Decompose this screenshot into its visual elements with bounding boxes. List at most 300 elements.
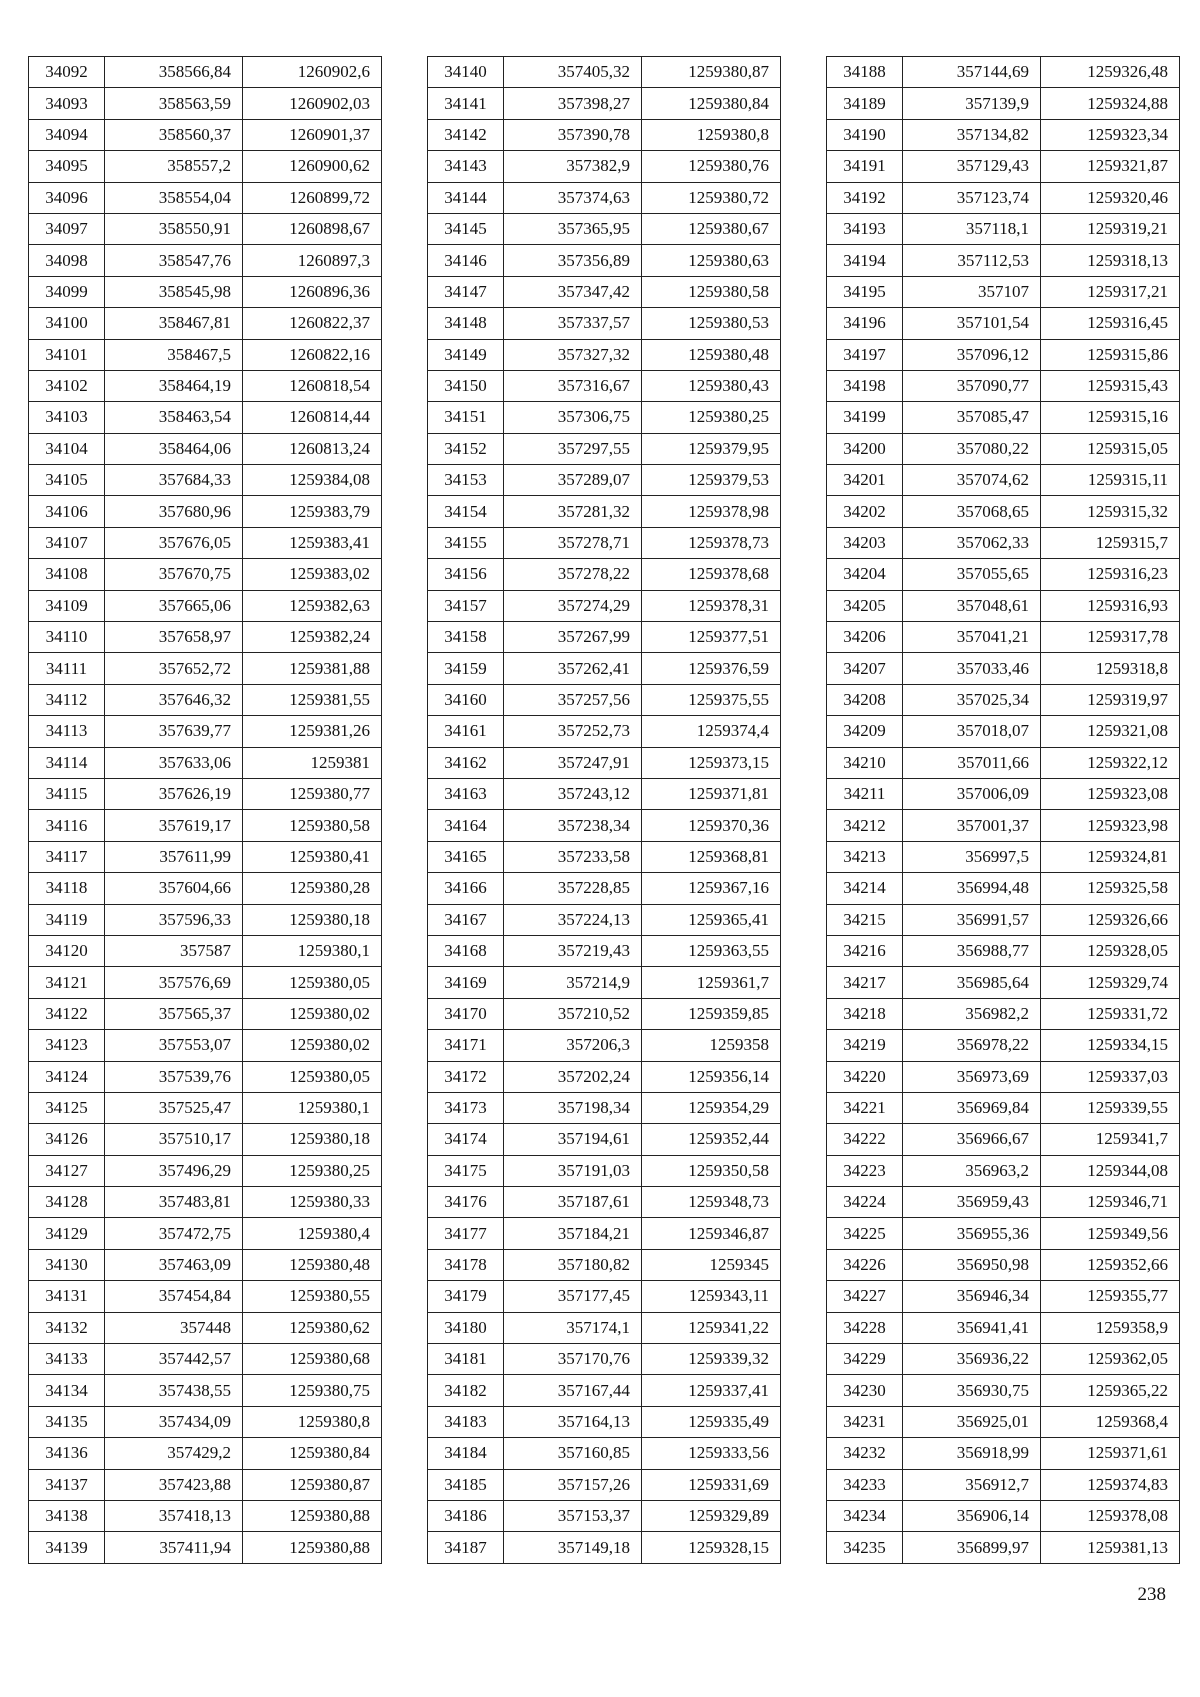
y-coordinate-cell: 1259365,41 bbox=[642, 904, 781, 935]
x-coordinate-cell: 357198,34 bbox=[504, 1092, 642, 1123]
point-id-cell: 34194 bbox=[827, 245, 903, 276]
x-coordinate-cell: 357184,21 bbox=[504, 1218, 642, 1249]
point-id-cell: 34153 bbox=[428, 465, 504, 496]
x-coordinate-cell: 358547,76 bbox=[105, 245, 243, 276]
x-coordinate-cell: 357442,57 bbox=[105, 1344, 243, 1375]
point-id-cell: 34122 bbox=[29, 998, 105, 1029]
point-id-cell: 34229 bbox=[827, 1344, 903, 1375]
point-id-cell: 34182 bbox=[428, 1375, 504, 1406]
x-coordinate-cell: 357011,66 bbox=[903, 747, 1041, 778]
x-coordinate-cell: 357448 bbox=[105, 1312, 243, 1343]
x-coordinate-cell: 357684,33 bbox=[105, 465, 243, 496]
x-coordinate-cell: 358463,54 bbox=[105, 402, 243, 433]
point-id-cell: 34103 bbox=[29, 402, 105, 433]
x-coordinate-cell: 357429,2 bbox=[105, 1438, 243, 1469]
x-coordinate-cell: 357356,89 bbox=[504, 245, 642, 276]
table-row bbox=[29, 1030, 382, 1061]
point-id-cell: 34147 bbox=[428, 276, 504, 307]
x-coordinate-cell: 357041,21 bbox=[903, 622, 1041, 653]
x-coordinate-cell: 357001,37 bbox=[903, 810, 1041, 841]
table-row bbox=[428, 904, 781, 935]
y-coordinate-cell: 1259318,13 bbox=[1041, 245, 1180, 276]
y-coordinate-cell: 1259345 bbox=[642, 1249, 781, 1280]
point-id-cell: 34095 bbox=[29, 151, 105, 182]
y-coordinate-cell: 1259329,74 bbox=[1041, 967, 1180, 998]
point-id-cell: 34114 bbox=[29, 747, 105, 778]
y-coordinate-cell: 1259381,13 bbox=[1041, 1532, 1180, 1563]
y-coordinate-cell: 1259380,55 bbox=[243, 1281, 382, 1312]
x-coordinate-cell: 357539,76 bbox=[105, 1061, 243, 1092]
point-id-cell: 34131 bbox=[29, 1281, 105, 1312]
y-coordinate-cell: 1259371,81 bbox=[642, 778, 781, 809]
point-id-cell: 34235 bbox=[827, 1532, 903, 1563]
table-row bbox=[29, 904, 382, 935]
y-coordinate-cell: 1260814,44 bbox=[243, 402, 382, 433]
table-row bbox=[29, 1281, 382, 1312]
x-coordinate-cell: 357238,34 bbox=[504, 810, 642, 841]
y-coordinate-cell: 1259339,55 bbox=[1041, 1092, 1180, 1123]
point-id-cell: 34181 bbox=[428, 1344, 504, 1375]
x-coordinate-cell: 357483,81 bbox=[105, 1187, 243, 1218]
point-id-cell: 34219 bbox=[827, 1030, 903, 1061]
table-row bbox=[428, 151, 781, 182]
point-id-cell: 34128 bbox=[29, 1187, 105, 1218]
point-id-cell: 34155 bbox=[428, 527, 504, 558]
x-coordinate-cell: 357006,09 bbox=[903, 778, 1041, 809]
x-coordinate-cell: 357048,61 bbox=[903, 590, 1041, 621]
x-coordinate-cell: 357347,42 bbox=[504, 276, 642, 307]
point-id-cell: 34130 bbox=[29, 1249, 105, 1280]
table-row bbox=[428, 1155, 781, 1186]
y-coordinate-cell: 1259333,56 bbox=[642, 1438, 781, 1469]
y-coordinate-cell: 1259380,43 bbox=[642, 370, 781, 401]
y-coordinate-cell: 1259383,41 bbox=[243, 527, 382, 558]
y-coordinate-cell: 1259380,88 bbox=[243, 1532, 382, 1563]
point-id-cell: 34140 bbox=[428, 57, 504, 88]
x-coordinate-cell: 356963,2 bbox=[903, 1155, 1041, 1186]
point-id-cell: 34191 bbox=[827, 151, 903, 182]
x-coordinate-cell: 357134,82 bbox=[903, 119, 1041, 150]
point-id-cell: 34175 bbox=[428, 1155, 504, 1186]
table-row bbox=[428, 747, 781, 778]
point-id-cell: 34230 bbox=[827, 1375, 903, 1406]
y-coordinate-cell: 1259315,7 bbox=[1041, 527, 1180, 558]
table-row bbox=[428, 119, 781, 150]
point-id-cell: 34186 bbox=[428, 1500, 504, 1531]
point-id-cell: 34220 bbox=[827, 1061, 903, 1092]
y-coordinate-cell: 1259380,48 bbox=[642, 339, 781, 370]
table-row bbox=[428, 57, 781, 88]
y-coordinate-cell: 1259380,72 bbox=[642, 182, 781, 213]
point-id-cell: 34187 bbox=[428, 1532, 504, 1563]
y-coordinate-cell: 1259380,63 bbox=[642, 245, 781, 276]
y-coordinate-cell: 1259315,16 bbox=[1041, 402, 1180, 433]
y-coordinate-cell: 1259375,55 bbox=[642, 684, 781, 715]
x-coordinate-cell: 358464,19 bbox=[105, 370, 243, 401]
x-coordinate-cell: 358467,5 bbox=[105, 339, 243, 370]
x-coordinate-cell: 357278,71 bbox=[504, 527, 642, 558]
y-coordinate-cell: 1259315,11 bbox=[1041, 465, 1180, 496]
y-coordinate-cell: 1260902,03 bbox=[243, 88, 382, 119]
point-id-cell: 34179 bbox=[428, 1281, 504, 1312]
x-coordinate-cell: 357626,19 bbox=[105, 778, 243, 809]
y-coordinate-cell: 1259316,93 bbox=[1041, 590, 1180, 621]
point-id-cell: 34188 bbox=[827, 57, 903, 88]
table-row bbox=[827, 119, 1180, 150]
y-coordinate-cell: 1259380,33 bbox=[243, 1187, 382, 1218]
point-id-cell: 34141 bbox=[428, 88, 504, 119]
y-coordinate-cell: 1259382,63 bbox=[243, 590, 382, 621]
x-coordinate-cell: 357565,37 bbox=[105, 998, 243, 1029]
table-row bbox=[827, 308, 1180, 339]
x-coordinate-cell: 358464,06 bbox=[105, 433, 243, 464]
point-id-cell: 34162 bbox=[428, 747, 504, 778]
point-id-cell: 34109 bbox=[29, 590, 105, 621]
point-id-cell: 34178 bbox=[428, 1249, 504, 1280]
table-row bbox=[827, 810, 1180, 841]
x-coordinate-cell: 356997,5 bbox=[903, 841, 1041, 872]
x-coordinate-cell: 356930,75 bbox=[903, 1375, 1041, 1406]
point-id-cell: 34171 bbox=[428, 1030, 504, 1061]
x-coordinate-cell: 357219,43 bbox=[504, 935, 642, 966]
y-coordinate-cell: 1260896,36 bbox=[243, 276, 382, 307]
x-coordinate-cell: 357278,22 bbox=[504, 559, 642, 590]
point-id-cell: 34129 bbox=[29, 1218, 105, 1249]
point-id-cell: 34126 bbox=[29, 1124, 105, 1155]
y-coordinate-cell: 1259350,58 bbox=[642, 1155, 781, 1186]
x-coordinate-cell: 357274,29 bbox=[504, 590, 642, 621]
x-coordinate-cell: 357214,9 bbox=[504, 967, 642, 998]
table-row bbox=[827, 1281, 1180, 1312]
table-row bbox=[29, 276, 382, 307]
y-coordinate-cell: 1259381,55 bbox=[243, 684, 382, 715]
x-coordinate-cell: 358550,91 bbox=[105, 213, 243, 244]
y-coordinate-cell: 1259380,1 bbox=[243, 1092, 382, 1123]
x-coordinate-cell: 357074,62 bbox=[903, 465, 1041, 496]
table-row bbox=[827, 1249, 1180, 1280]
y-coordinate-cell: 1259380,28 bbox=[243, 873, 382, 904]
table-row bbox=[29, 747, 382, 778]
point-id-cell: 34151 bbox=[428, 402, 504, 433]
coordinate-table-3 bbox=[826, 56, 1180, 1564]
point-id-cell: 34172 bbox=[428, 1061, 504, 1092]
y-coordinate-cell: 1259378,08 bbox=[1041, 1500, 1180, 1531]
table-row bbox=[29, 716, 382, 747]
y-coordinate-cell: 1259374,83 bbox=[1041, 1469, 1180, 1500]
x-coordinate-cell: 356950,98 bbox=[903, 1249, 1041, 1280]
x-coordinate-cell: 357224,13 bbox=[504, 904, 642, 935]
y-coordinate-cell: 1259380,25 bbox=[243, 1155, 382, 1186]
point-id-cell: 34202 bbox=[827, 496, 903, 527]
table-row bbox=[29, 778, 382, 809]
point-id-cell: 34198 bbox=[827, 370, 903, 401]
point-id-cell: 34177 bbox=[428, 1218, 504, 1249]
y-coordinate-cell: 1259370,36 bbox=[642, 810, 781, 841]
table-row bbox=[827, 1187, 1180, 1218]
table-row bbox=[29, 1092, 382, 1123]
point-id-cell: 34170 bbox=[428, 998, 504, 1029]
point-id-cell: 34143 bbox=[428, 151, 504, 182]
table-row bbox=[428, 339, 781, 370]
y-coordinate-cell: 1259380,18 bbox=[243, 1124, 382, 1155]
x-coordinate-cell: 356991,57 bbox=[903, 904, 1041, 935]
table-row bbox=[428, 935, 781, 966]
table-row bbox=[29, 1155, 382, 1186]
table-row bbox=[29, 967, 382, 998]
x-coordinate-cell: 356994,48 bbox=[903, 873, 1041, 904]
point-id-cell: 34139 bbox=[29, 1532, 105, 1563]
table-row bbox=[29, 1532, 382, 1563]
y-coordinate-cell: 1260898,67 bbox=[243, 213, 382, 244]
table-row bbox=[428, 1532, 781, 1563]
y-coordinate-cell: 1259380,58 bbox=[642, 276, 781, 307]
table-row bbox=[29, 57, 382, 88]
point-id-cell: 34165 bbox=[428, 841, 504, 872]
point-id-cell: 34169 bbox=[428, 967, 504, 998]
table-row bbox=[428, 622, 781, 653]
x-coordinate-cell: 357619,17 bbox=[105, 810, 243, 841]
table-row bbox=[29, 496, 382, 527]
x-coordinate-cell: 357665,06 bbox=[105, 590, 243, 621]
table-row bbox=[428, 1344, 781, 1375]
table-row bbox=[29, 1375, 382, 1406]
x-coordinate-cell: 356899,97 bbox=[903, 1532, 1041, 1563]
x-coordinate-cell: 357160,85 bbox=[504, 1438, 642, 1469]
y-coordinate-cell: 1259378,31 bbox=[642, 590, 781, 621]
table-row bbox=[827, 967, 1180, 998]
x-coordinate-cell: 357228,85 bbox=[504, 873, 642, 904]
table-row bbox=[827, 1092, 1180, 1123]
table-row bbox=[428, 1312, 781, 1343]
x-coordinate-cell: 357174,1 bbox=[504, 1312, 642, 1343]
table-row bbox=[827, 370, 1180, 401]
point-id-cell: 34115 bbox=[29, 778, 105, 809]
x-coordinate-cell: 357085,47 bbox=[903, 402, 1041, 433]
point-id-cell: 34156 bbox=[428, 559, 504, 590]
x-coordinate-cell: 358545,98 bbox=[105, 276, 243, 307]
table-row bbox=[827, 622, 1180, 653]
point-id-cell: 34107 bbox=[29, 527, 105, 558]
point-id-cell: 34146 bbox=[428, 245, 504, 276]
table-row bbox=[29, 433, 382, 464]
table-row bbox=[827, 1438, 1180, 1469]
table-row bbox=[428, 1187, 781, 1218]
x-coordinate-cell: 357390,78 bbox=[504, 119, 642, 150]
x-coordinate-cell: 356973,69 bbox=[903, 1061, 1041, 1092]
x-coordinate-cell: 357281,32 bbox=[504, 496, 642, 527]
x-coordinate-cell: 357164,13 bbox=[504, 1406, 642, 1437]
table-row bbox=[827, 935, 1180, 966]
table-row bbox=[827, 151, 1180, 182]
table-row bbox=[428, 1030, 781, 1061]
x-coordinate-cell: 356941,41 bbox=[903, 1312, 1041, 1343]
point-id-cell: 34218 bbox=[827, 998, 903, 1029]
y-coordinate-cell: 1259380,67 bbox=[642, 213, 781, 244]
point-id-cell: 34093 bbox=[29, 88, 105, 119]
x-coordinate-cell: 357191,03 bbox=[504, 1155, 642, 1186]
y-coordinate-cell: 1259380,77 bbox=[243, 778, 382, 809]
x-coordinate-cell: 357398,27 bbox=[504, 88, 642, 119]
y-coordinate-cell: 1259334,15 bbox=[1041, 1030, 1180, 1061]
point-id-cell: 34213 bbox=[827, 841, 903, 872]
point-id-cell: 34096 bbox=[29, 182, 105, 213]
x-coordinate-cell: 357055,65 bbox=[903, 559, 1041, 590]
point-id-cell: 34163 bbox=[428, 778, 504, 809]
y-coordinate-cell: 1260897,3 bbox=[243, 245, 382, 276]
table-row bbox=[428, 1218, 781, 1249]
x-coordinate-cell: 357101,54 bbox=[903, 308, 1041, 339]
point-id-cell: 34227 bbox=[827, 1281, 903, 1312]
x-coordinate-cell: 356978,22 bbox=[903, 1030, 1041, 1061]
x-coordinate-cell: 358557,2 bbox=[105, 151, 243, 182]
y-coordinate-cell: 1259328,05 bbox=[1041, 935, 1180, 966]
table-row bbox=[29, 1438, 382, 1469]
y-coordinate-cell: 1259324,88 bbox=[1041, 88, 1180, 119]
point-id-cell: 34136 bbox=[29, 1438, 105, 1469]
table-row bbox=[29, 339, 382, 370]
table-row bbox=[428, 590, 781, 621]
table-row bbox=[29, 213, 382, 244]
point-id-cell: 34224 bbox=[827, 1187, 903, 1218]
table-row bbox=[29, 245, 382, 276]
x-coordinate-cell: 357202,24 bbox=[504, 1061, 642, 1092]
point-id-cell: 34216 bbox=[827, 935, 903, 966]
y-coordinate-cell: 1259324,81 bbox=[1041, 841, 1180, 872]
point-id-cell: 34124 bbox=[29, 1061, 105, 1092]
table-row bbox=[827, 1500, 1180, 1531]
y-coordinate-cell: 1259380,88 bbox=[243, 1500, 382, 1531]
x-coordinate-cell: 357411,94 bbox=[105, 1532, 243, 1563]
x-coordinate-cell: 356955,36 bbox=[903, 1218, 1041, 1249]
point-id-cell: 34195 bbox=[827, 276, 903, 307]
x-coordinate-cell: 357267,99 bbox=[504, 622, 642, 653]
y-coordinate-cell: 1259380,18 bbox=[243, 904, 382, 935]
table-row bbox=[29, 810, 382, 841]
table-row bbox=[827, 1532, 1180, 1563]
x-coordinate-cell: 357327,32 bbox=[504, 339, 642, 370]
point-id-cell: 34112 bbox=[29, 684, 105, 715]
point-id-cell: 34098 bbox=[29, 245, 105, 276]
point-id-cell: 34135 bbox=[29, 1406, 105, 1437]
table-row bbox=[827, 276, 1180, 307]
x-coordinate-cell: 357434,09 bbox=[105, 1406, 243, 1437]
y-coordinate-cell: 1259349,56 bbox=[1041, 1218, 1180, 1249]
table-row bbox=[428, 276, 781, 307]
x-coordinate-cell: 357633,06 bbox=[105, 747, 243, 778]
table-row bbox=[29, 119, 382, 150]
table-row bbox=[428, 1469, 781, 1500]
y-coordinate-cell: 1259326,48 bbox=[1041, 57, 1180, 88]
y-coordinate-cell: 1259377,51 bbox=[642, 622, 781, 653]
x-coordinate-cell: 357210,52 bbox=[504, 998, 642, 1029]
point-id-cell: 34193 bbox=[827, 213, 903, 244]
y-coordinate-cell: 1259380,05 bbox=[243, 967, 382, 998]
point-id-cell: 34123 bbox=[29, 1030, 105, 1061]
y-coordinate-cell: 1259335,49 bbox=[642, 1406, 781, 1437]
point-id-cell: 34160 bbox=[428, 684, 504, 715]
y-coordinate-cell: 1259371,61 bbox=[1041, 1438, 1180, 1469]
table-row bbox=[29, 370, 382, 401]
x-coordinate-cell: 356959,43 bbox=[903, 1187, 1041, 1218]
point-id-cell: 34132 bbox=[29, 1312, 105, 1343]
y-coordinate-cell: 1260818,54 bbox=[243, 370, 382, 401]
x-coordinate-cell: 357112,53 bbox=[903, 245, 1041, 276]
y-coordinate-cell: 1260901,37 bbox=[243, 119, 382, 150]
y-coordinate-cell: 1259376,59 bbox=[642, 653, 781, 684]
point-id-cell: 34164 bbox=[428, 810, 504, 841]
y-coordinate-cell: 1259380,58 bbox=[243, 810, 382, 841]
point-id-cell: 34210 bbox=[827, 747, 903, 778]
y-coordinate-cell: 1259378,73 bbox=[642, 527, 781, 558]
y-coordinate-cell: 1259337,03 bbox=[1041, 1061, 1180, 1092]
y-coordinate-cell: 1259363,55 bbox=[642, 935, 781, 966]
table-row bbox=[428, 559, 781, 590]
y-coordinate-cell: 1259383,02 bbox=[243, 559, 382, 590]
x-coordinate-cell: 357177,45 bbox=[504, 1281, 642, 1312]
table-row bbox=[29, 998, 382, 1029]
x-coordinate-cell: 357646,32 bbox=[105, 684, 243, 715]
y-coordinate-cell: 1259367,16 bbox=[642, 873, 781, 904]
y-coordinate-cell: 1259321,08 bbox=[1041, 716, 1180, 747]
x-coordinate-cell: 357418,13 bbox=[105, 1500, 243, 1531]
x-coordinate-cell: 357587 bbox=[105, 935, 243, 966]
table-row bbox=[428, 1375, 781, 1406]
y-coordinate-cell: 1259316,45 bbox=[1041, 308, 1180, 339]
point-id-cell: 34101 bbox=[29, 339, 105, 370]
x-coordinate-cell: 358566,84 bbox=[105, 57, 243, 88]
y-coordinate-cell: 1259341,7 bbox=[1041, 1124, 1180, 1155]
point-id-cell: 34111 bbox=[29, 653, 105, 684]
point-id-cell: 34167 bbox=[428, 904, 504, 935]
x-coordinate-cell: 357472,75 bbox=[105, 1218, 243, 1249]
table-row bbox=[827, 653, 1180, 684]
x-coordinate-cell: 356936,22 bbox=[903, 1344, 1041, 1375]
x-coordinate-cell: 356985,64 bbox=[903, 967, 1041, 998]
table-row bbox=[29, 1469, 382, 1500]
x-coordinate-cell: 357129,43 bbox=[903, 151, 1041, 182]
x-coordinate-cell: 357180,82 bbox=[504, 1249, 642, 1280]
y-coordinate-cell: 1259325,58 bbox=[1041, 873, 1180, 904]
table-row bbox=[827, 182, 1180, 213]
y-coordinate-cell: 1259381,88 bbox=[243, 653, 382, 684]
table-row bbox=[428, 716, 781, 747]
table-row bbox=[428, 182, 781, 213]
y-coordinate-cell: 1259380,87 bbox=[243, 1469, 382, 1500]
table-row bbox=[428, 1406, 781, 1437]
point-id-cell: 34204 bbox=[827, 559, 903, 590]
point-id-cell: 34142 bbox=[428, 119, 504, 150]
y-coordinate-cell: 1259380,53 bbox=[642, 308, 781, 339]
table-row bbox=[827, 559, 1180, 590]
point-id-cell: 34221 bbox=[827, 1092, 903, 1123]
x-coordinate-cell: 357611,99 bbox=[105, 841, 243, 872]
x-coordinate-cell: 357144,69 bbox=[903, 57, 1041, 88]
y-coordinate-cell: 1260822,16 bbox=[243, 339, 382, 370]
x-coordinate-cell: 356966,67 bbox=[903, 1124, 1041, 1155]
point-id-cell: 34106 bbox=[29, 496, 105, 527]
x-coordinate-cell: 356918,99 bbox=[903, 1438, 1041, 1469]
point-id-cell: 34180 bbox=[428, 1312, 504, 1343]
table-row bbox=[827, 778, 1180, 809]
point-id-cell: 34138 bbox=[29, 1500, 105, 1531]
point-id-cell: 34196 bbox=[827, 308, 903, 339]
point-id-cell: 34157 bbox=[428, 590, 504, 621]
x-coordinate-cell: 357423,88 bbox=[105, 1469, 243, 1500]
y-coordinate-cell: 1259331,69 bbox=[642, 1469, 781, 1500]
x-coordinate-cell: 357652,72 bbox=[105, 653, 243, 684]
table-row bbox=[827, 1312, 1180, 1343]
table-row bbox=[428, 1500, 781, 1531]
